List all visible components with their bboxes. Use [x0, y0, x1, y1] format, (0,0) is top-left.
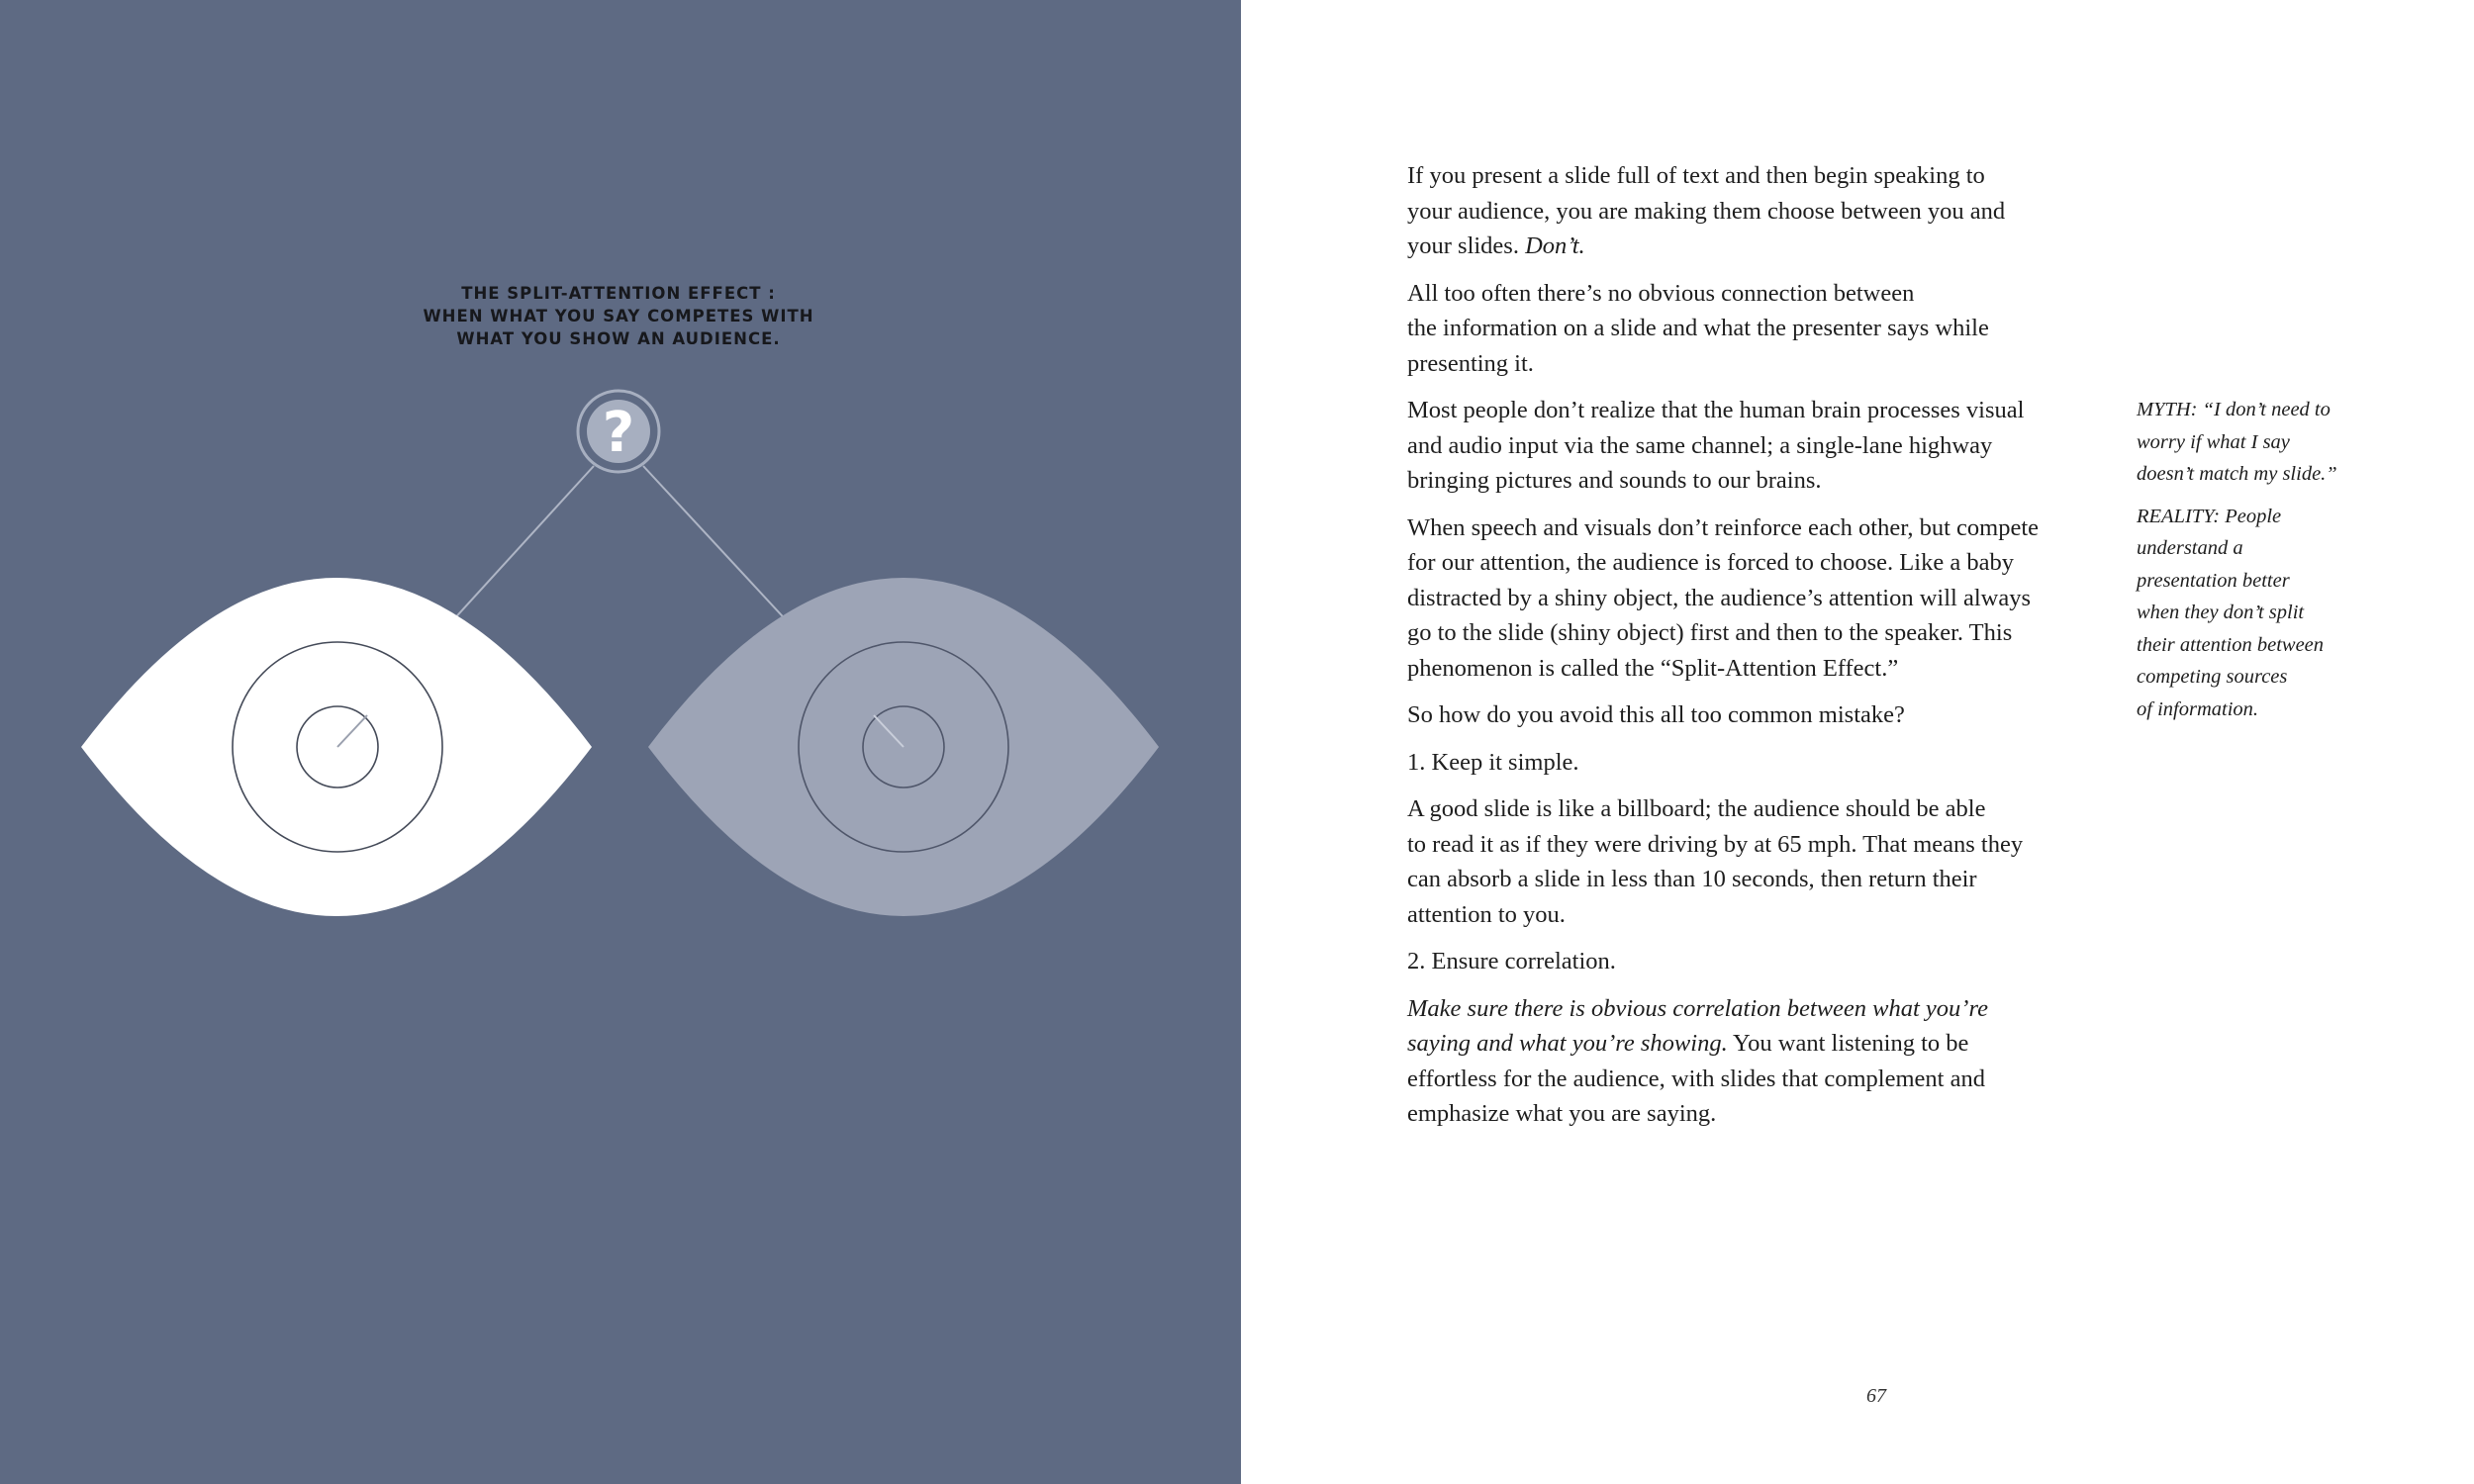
paragraph-question: So how do you avoid this all too common mistake? — [1407, 701, 1905, 728]
question-mark-glyph: ? — [602, 401, 635, 465]
eye-icon-right — [648, 578, 1159, 916]
question-mark-icon — [578, 391, 659, 472]
list-heading-1: 1. Keep it simple. — [1407, 748, 1579, 776]
emphasis-dont: Don’t. — [1525, 232, 1585, 259]
paragraph-intro: If you present a slide full of text and then begin speaking to your audience, you are making them choose between you and your slides. Don’t. — [1407, 162, 2006, 259]
caption-line: WHEN WHAT YOU SAY COMPETES WITH — [423, 307, 814, 325]
list-heading-2: 2. Ensure correlation. — [1407, 948, 1616, 974]
caption-line: WHAT YOU SHOW AN AUDIENCE. — [456, 329, 781, 348]
sidenote — [2137, 394, 2374, 735]
caption-line: THE SPLIT-ATTENTION EFFECT : — [461, 284, 776, 303]
illustration-caption — [386, 282, 851, 350]
paragraph-brain: Most people don’t realize that the human brain processes visual and audio input via the same channel; a single-lane highway bringing pictures and sounds to our brains. — [1407, 397, 2025, 494]
sidenote-reality: REALITY: People understand a presentation better when they don’t split their attention between competing sources of information. — [2137, 505, 2325, 720]
paragraph-connection: All too often there’s no obvious connection between the information on a slide and what the presenter says while presenting it. — [1407, 279, 1989, 377]
paragraph-split-attention: When speech and visuals don’t reinforce each other, but compete for our attention, the audience is forced to choose. Like a baby distracted by a shiny object, the audience’s attention will always go to the slide (shiny object) first and then to the speaker. This phenomenon is called the “Split-Attention Effect.” — [1407, 513, 2040, 682]
paragraph-correlation: Make sure there is obvious correlation between what you’re saying and what you’re showing. You want listening to be effortless for the audience, with slides that complement and emphasize what you are saying. — [1407, 994, 1988, 1127]
body-text — [1407, 158, 2120, 1144]
paragraph-billboard: A good slide is like a billboard; the audience should be able to read it as if they were driving by at 65 mph. That means they can absorb a slide in less than 10 seconds, then return their attention to you. — [1407, 795, 2024, 928]
eye-icon-left — [81, 578, 592, 916]
text-page — [1241, 0, 2474, 1484]
page-number: 67 — [1866, 1385, 1886, 1407]
sidenote-myth: MYTH: “I don’t need to worry if what I say doesn’t match my slide.” — [2137, 399, 2337, 485]
